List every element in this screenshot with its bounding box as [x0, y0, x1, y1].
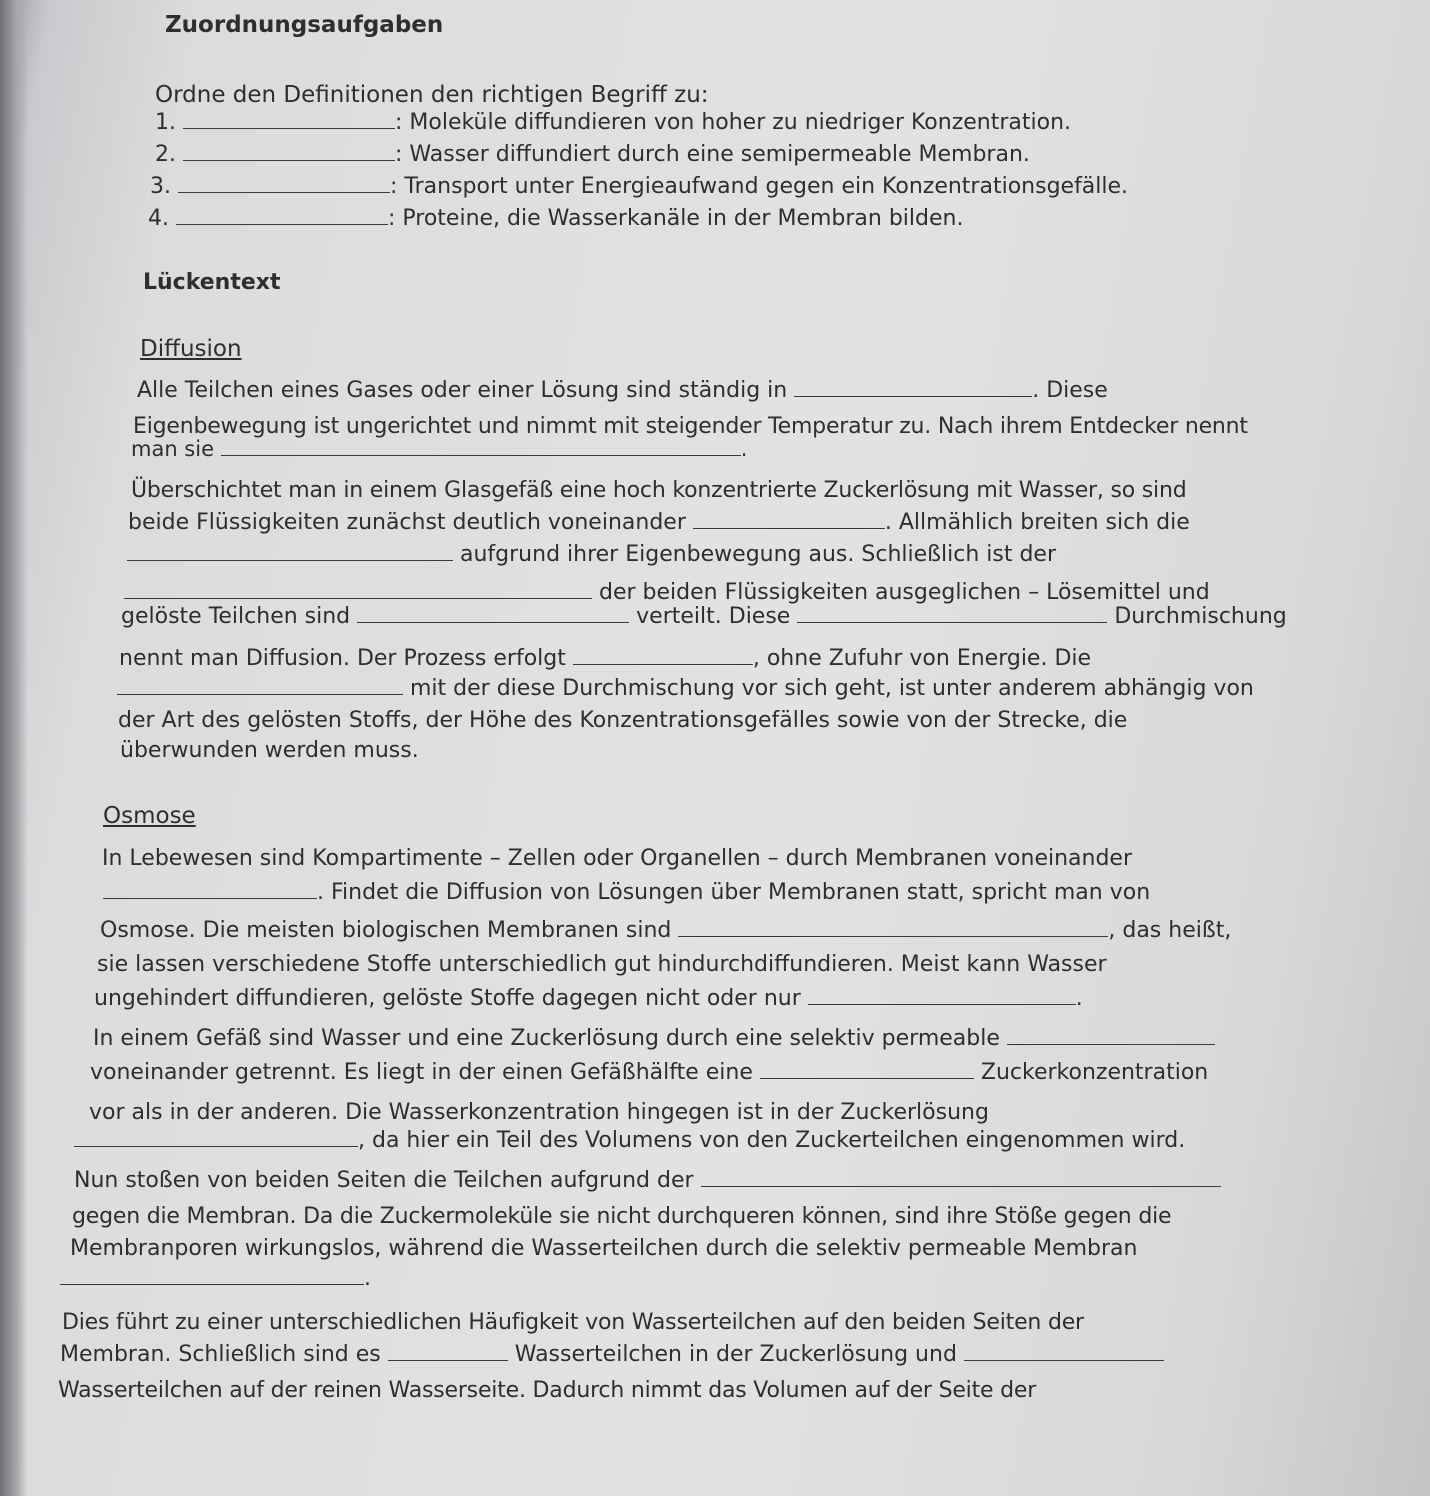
- cloze-blank[interactable]: [808, 986, 1076, 1005]
- cloze-blank[interactable]: [701, 1168, 1221, 1187]
- text-run: In einem Gefäß sind Wasser und eine Zuckerlösung durch eine selektiv permeable: [93, 1026, 1000, 1051]
- cloze-blank[interactable]: [573, 646, 753, 665]
- text-run: der beiden Flüssigkeiten ausgeglichen – Lösemittel und: [599, 580, 1210, 605]
- text-run: gelöste Teilchen sind: [121, 604, 351, 629]
- answer-blank[interactable]: [183, 110, 395, 129]
- osmose-line-12: Membranporen wirkungslos, während die Wasserteilchen durch die selektiv permeable Membran: [70, 1236, 1138, 1261]
- text-run: .: [364, 1266, 371, 1291]
- osmose-line-15: [60, 1342, 1164, 1368]
- cloze-section-title: Lückentext: [143, 270, 281, 295]
- item-definition: : Proteine, die Wasserkanäle in der Membran bilden.: [388, 206, 964, 231]
- answer-blank[interactable]: [178, 174, 390, 193]
- diffusion-line-6: [127, 542, 1056, 568]
- text-run: , ohne Zufuhr von Energie. Die: [752, 646, 1092, 671]
- osmose-line-4: sie lassen verschiedene Stoffe unterschiedlich gut hindurchdiffundieren. Meist kann Wasser: [97, 952, 1107, 977]
- item-number: 4.: [148, 206, 169, 231]
- text-run: , da hier ein Teil des Volumens von den Zuckerteilchen eingenommen wird.: [358, 1128, 1186, 1153]
- item-number: 2.: [155, 142, 176, 167]
- text-run: beide Flüssigkeiten zunächst deutlich voneinander: [128, 510, 686, 535]
- matching-item-2: [155, 142, 1030, 168]
- text-run: verteilt. Diese: [636, 604, 791, 629]
- cloze-blank[interactable]: [357, 604, 629, 623]
- text-run: , das heißt,: [1108, 918, 1232, 943]
- text-run: nennt man Diffusion. Der Prozess erfolgt: [119, 646, 566, 671]
- osmose-line-3: [100, 918, 1231, 944]
- text-run: Osmose. Die meisten biologischen Membranen sind: [100, 918, 672, 943]
- text-run: ungehindert diffundieren, gelöste Stoffe dagegen nicht oder nur: [94, 986, 801, 1011]
- page-edge-shadow: [0, 0, 28, 1496]
- osmose-line-9: [74, 1128, 1185, 1154]
- cloze-blank[interactable]: [127, 542, 453, 561]
- osmose-line-5: [94, 986, 1083, 1012]
- diffusion-line-4: Überschichtet man in einem Glasgefäß eine hoch konzentrierte Zuckerlösung mit Wasser, so sind: [131, 478, 1187, 503]
- matching-item-3: [150, 174, 1128, 200]
- matching-item-4: [148, 206, 963, 232]
- text-run: .: [1075, 986, 1083, 1011]
- text-run: . Findet die Diffusion von Lösungen über Membranen statt, spricht man von: [317, 880, 1151, 905]
- diffusion-line-10: [117, 676, 1254, 702]
- osmose-line-7: [90, 1060, 1208, 1086]
- cloze-blank[interactable]: [964, 1342, 1164, 1361]
- cloze-blank[interactable]: [388, 1342, 508, 1361]
- osmose-line-2: [103, 880, 1150, 906]
- diffusion-line-9: [119, 646, 1091, 672]
- matching-instruction: Ordne den Definitionen den richtigen Begriff zu:: [155, 82, 709, 108]
- text-run: . Diese: [1032, 378, 1108, 403]
- matching-item-1: [155, 110, 1071, 136]
- osmose-line-8: vor als in der anderen. Die Wasserkonzentration hingegen ist in der Zuckerlösung: [89, 1100, 989, 1125]
- cloze-blank[interactable]: [797, 604, 1107, 623]
- cloze-blank[interactable]: [124, 580, 592, 599]
- text-run: aufgrund ihrer Eigenbewegung aus. Schließlich ist der: [460, 542, 1056, 567]
- diffusion-line-7: [124, 580, 1210, 606]
- diffusion-heading: Diffusion: [140, 336, 242, 362]
- osmose-line-16: Wasserteilchen auf der reinen Wasserseite. Dadurch nimmt das Volumen auf der Seite der: [58, 1378, 1037, 1403]
- diffusion-line-8: [121, 604, 1287, 630]
- osmose-heading: Osmose: [103, 803, 196, 829]
- diffusion-line-11: der Art des gelösten Stoffs, der Höhe des Konzentrationsgefälles sowie von der Strecke, die: [118, 708, 1128, 733]
- diffusion-line-1: [137, 378, 1108, 404]
- cloze-blank[interactable]: [221, 437, 741, 456]
- cloze-blank[interactable]: [794, 378, 1032, 397]
- cloze-blank[interactable]: [760, 1060, 974, 1079]
- cloze-blank[interactable]: [117, 676, 403, 695]
- osmose-line-6: [93, 1026, 1215, 1052]
- osmose-line-10: [74, 1168, 1221, 1194]
- item-definition: : Wasser diffundiert durch eine semipermeable Membran.: [395, 142, 1030, 167]
- text-run: Alle Teilchen eines Gases oder einer Lösung sind ständig in: [137, 378, 788, 403]
- cloze-blank[interactable]: [678, 918, 1108, 937]
- worksheet-title: Zuordnungsaufgaben: [165, 12, 444, 38]
- osmose-line-11: gegen die Membran. Da die Zuckermoleküle sie nicht durchqueren können, sind ihre Stöße gegen die: [72, 1204, 1172, 1229]
- text-run: . Allmählich breiten sich die: [884, 510, 1190, 535]
- item-number: 1.: [155, 110, 176, 135]
- item-definition: : Transport unter Energieaufwand gegen ein Konzentrationsgefälle.: [390, 174, 1129, 199]
- cloze-blank[interactable]: [60, 1266, 364, 1285]
- item-definition: : Moleküle diffundieren von hoher zu niedriger Konzentration.: [395, 110, 1072, 135]
- diffusion-line-5: [128, 510, 1190, 536]
- cloze-blank[interactable]: [693, 510, 885, 529]
- answer-blank[interactable]: [183, 142, 395, 161]
- cloze-blank[interactable]: [103, 880, 317, 899]
- diffusion-line-12: überwunden werden muss.: [120, 738, 419, 763]
- diffusion-line-2: Eigenbewegung ist ungerichtet und nimmt mit steigender Temperatur zu. Nach ihrem Entdecker nennt: [133, 414, 1248, 439]
- osmose-line-13: [60, 1266, 371, 1292]
- text-run: mit der diese Durchmischung vor sich geht, ist unter anderem abhängig von: [410, 676, 1254, 701]
- answer-blank[interactable]: [176, 206, 388, 225]
- osmose-line-1: In Lebewesen sind Kompartimente – Zellen oder Organellen – durch Membranen voneinander: [102, 846, 1133, 871]
- item-number: 3.: [150, 174, 171, 199]
- text-run: Nun stoßen von beiden Seiten die Teilchen aufgrund der: [74, 1168, 694, 1193]
- text-run: voneinander getrennt. Es liegt in der einen Gefäßhälfte eine: [90, 1060, 753, 1085]
- diffusion-line-3: [131, 436, 747, 462]
- text-run: Zuckerkonzentration: [980, 1060, 1209, 1085]
- text-run: man sie: [131, 437, 215, 461]
- cloze-blank[interactable]: [1007, 1026, 1215, 1045]
- osmose-line-14: Dies führt zu einer unterschiedlichen Häufigkeit von Wasserteilchen auf den beiden Seiten der: [62, 1310, 1084, 1335]
- text-run: .: [740, 437, 748, 461]
- text-run: Membran. Schließlich sind es: [60, 1342, 381, 1367]
- text-run: Wasserteilchen in der Zuckerlösung und: [514, 1342, 957, 1367]
- text-run: Durchmischung: [1114, 604, 1287, 629]
- cloze-blank[interactable]: [74, 1128, 358, 1147]
